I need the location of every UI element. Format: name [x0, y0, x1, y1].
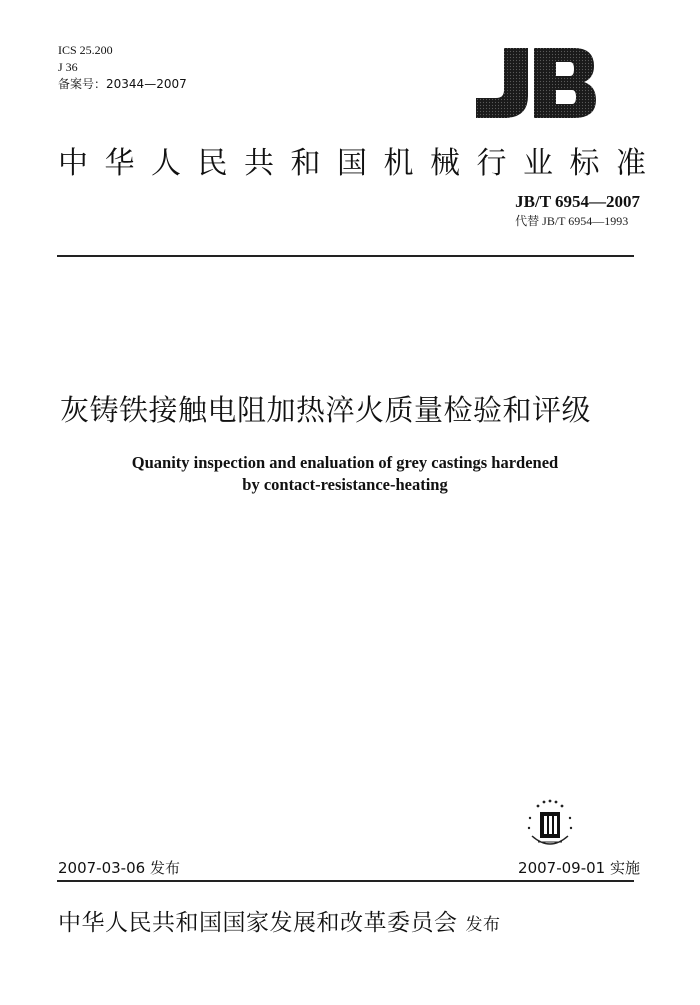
header-meta — [58, 42, 187, 93]
document-title-chinese: 灰铸铁接触电阻加热淬火质量检验和评级 — [60, 393, 592, 427]
publisher-seal-emblem — [518, 792, 582, 856]
standard-number: JB/T 6954—2007 — [515, 192, 640, 211]
replaces-label: 代替 — [515, 214, 540, 228]
replaced-standard: JB/T 6954—1993 — [542, 214, 629, 228]
filing-number: 20344—2007 — [106, 77, 187, 91]
classification-code: J 36 — [58, 60, 78, 74]
english-title-line-1: Quanity inspection and enaluation of grey castings hardened — [131, 453, 559, 472]
publisher-line — [58, 904, 658, 937]
ics-code: ICS 25.200 — [58, 43, 113, 57]
jb-logo — [470, 44, 600, 122]
replaces-line — [515, 213, 640, 229]
top-divider — [57, 255, 634, 257]
issue-date: 2007-03-06 发布 — [58, 859, 180, 877]
bottom-divider — [57, 880, 634, 882]
industry-standard-title: 中华人民共和国机械行业标准 — [58, 146, 663, 181]
filing-label: 备案号： — [58, 77, 107, 91]
english-title-line-2: by contact-resistance-heating — [242, 475, 448, 494]
standard-number-block — [515, 191, 640, 229]
implementation-date: 2007-09-01 实施 — [518, 859, 640, 877]
filing-number-line — [58, 76, 187, 93]
document-title-english — [60, 452, 630, 496]
publisher-name: 中华人民共和国国家发展和改革委员会 — [58, 910, 458, 936]
publish-action: 发布 — [465, 915, 501, 935]
